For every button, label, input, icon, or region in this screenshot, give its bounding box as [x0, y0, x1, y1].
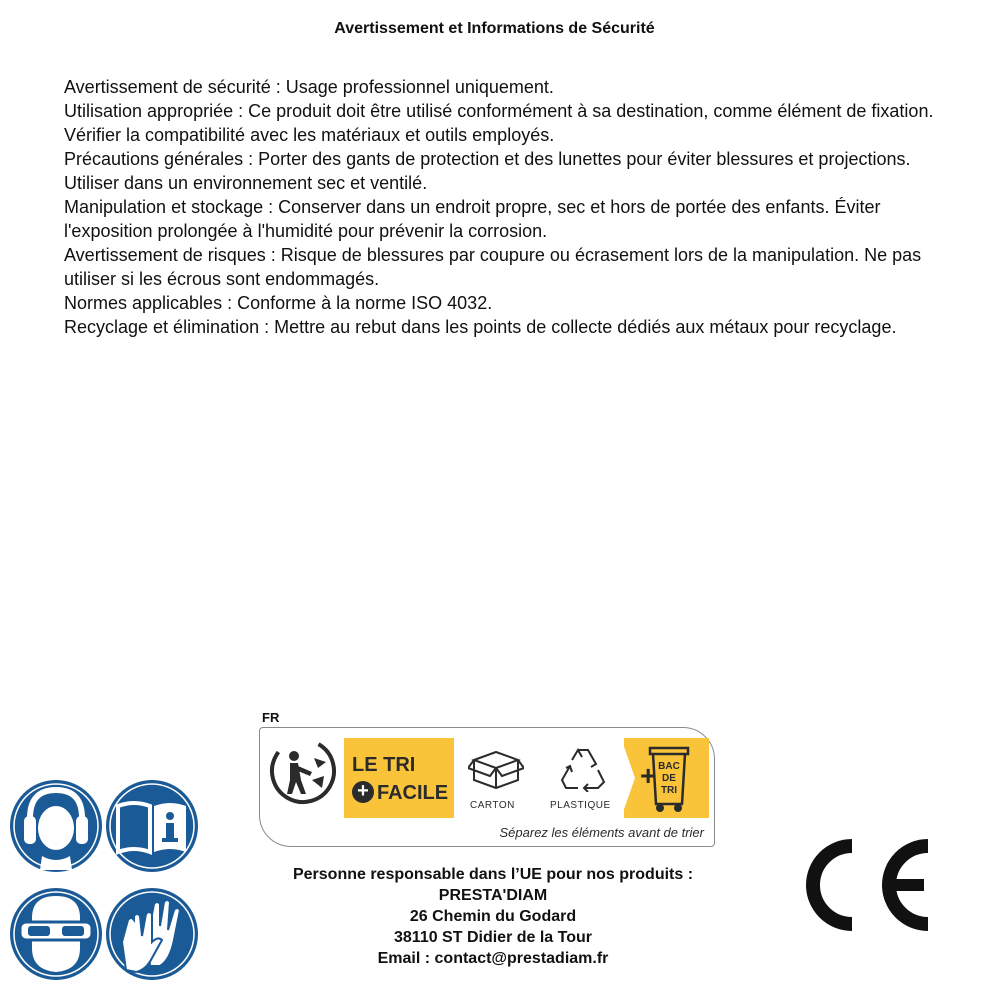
paragraph-safety-warning: Avertissement de sécurité : Usage professionnel uniquement. — [64, 77, 554, 97]
tri-label — [259, 727, 715, 847]
tri-title-line2: FACILE — [377, 782, 449, 804]
recycle-icon — [558, 744, 608, 792]
tri-chevron — [621, 738, 635, 818]
language-code: FR — [262, 710, 280, 725]
paragraph-general-precautions: Précautions générales : Porter des gants de protection et des lunettes pour éviter blessures et projections. Utiliser dans un environnement sec et ventilé. — [64, 149, 911, 193]
tri-caption: Séparez les éléments avant de trier — [499, 825, 704, 840]
triman-icon — [268, 736, 338, 806]
gloves-icon — [104, 886, 200, 982]
bin-label-line3: TRI — [660, 785, 678, 796]
contact-email: Email : contact@prestadiam.fr — [377, 950, 609, 967]
bin-label-line1: BAC — [658, 761, 680, 772]
plus-separator: + — [640, 760, 657, 791]
item-carton-label: CARTON — [470, 800, 515, 811]
tri-banner — [344, 738, 709, 818]
bin-label-line2: DE — [662, 773, 676, 784]
company-name: PRESTA'DIAM — [438, 887, 548, 904]
paragraph-handling-storage: Manipulation et stockage : Conserver dans un endroit propre, sec et hors de portée des enfants. Éviter l'exposition prolongée à l'humidité pour prévenir la corrosion. — [64, 197, 881, 241]
paragraph-risk-warning: Avertissement de risques : Risque de blessures par coupure ou écrasement lors de la manipulation. Ne pas utiliser si les écrous sont endommagés. — [64, 245, 922, 289]
responsible-heading: Personne responsable dans l’UE pour nos produits : — [292, 866, 694, 883]
address-street: 26 Chemin du Godard — [409, 908, 577, 925]
document-title: Avertissement et Informations de Sécurité — [334, 20, 655, 37]
safety-text — [64, 75, 964, 339]
address-city: 38110 ST Didier de la Tour — [394, 929, 592, 946]
paragraph-recycling: Recyclage et élimination : Mettre au rebut dans les points de collecte dédiés aux métaux pour recyclage. — [64, 317, 897, 337]
paragraph-standards: Normes applicables : Conforme à la norme ISO 4032. — [64, 293, 493, 313]
item-plastique-label: PLASTIQUE — [550, 800, 611, 811]
ear-protection-icon — [8, 778, 104, 874]
ce-mark-icon — [790, 834, 932, 936]
read-manual-icon — [104, 778, 200, 874]
responsible-person-block — [200, 864, 786, 969]
tri-items-panel — [454, 738, 657, 818]
tri-title-line1: LE TRI — [352, 754, 416, 776]
carton-box-icon — [468, 746, 524, 792]
sorting-bin-icon — [644, 742, 694, 814]
eye-protection-icon — [8, 886, 104, 982]
plus-icon: + — [352, 781, 374, 803]
paragraph-intended-use: Utilisation appropriée : Ce produit doit être utilisé conformément à sa destination, comme élément de fixation. Vérifier la compatibilité avec les matériaux et outils employés. — [64, 101, 934, 145]
